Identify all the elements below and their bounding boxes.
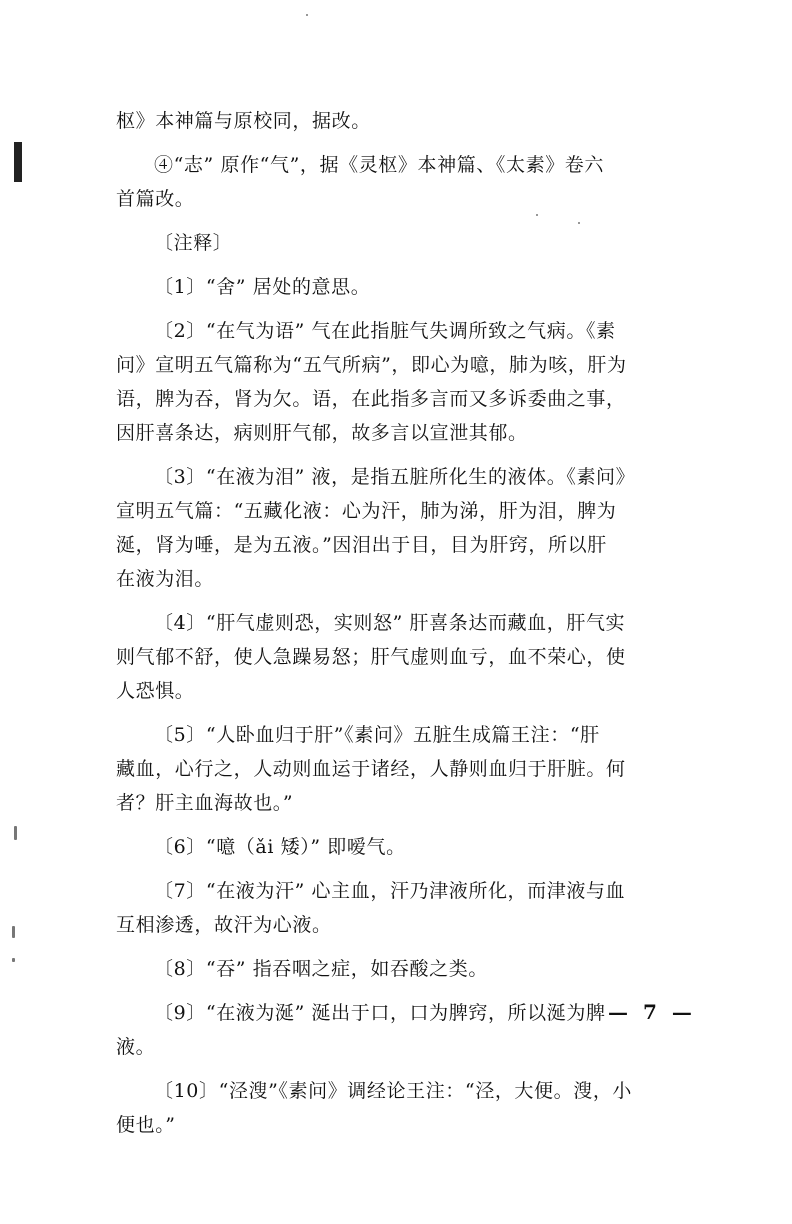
paragraph-gap	[116, 820, 676, 830]
paragraph-gap	[116, 1064, 676, 1074]
text-line: 液。	[116, 1036, 156, 1058]
text-line: 宣明五气篇：“五藏化液：心为汗，肺为涕，肝为泪，脾为	[116, 500, 617, 522]
page-number: — 7 —	[608, 1000, 696, 1024]
text-line: 人恐惧。	[116, 680, 195, 702]
paragraph-2	[116, 226, 676, 260]
note-4	[116, 606, 676, 708]
text-line: 藏血，心行之，人动则血运于诸经，人静则血归于肝脏。何	[116, 758, 626, 780]
text-line: 涎，肾为唾，是为五液。”因泪出于目，目为肝窍，所以肝	[116, 534, 607, 556]
text-line: 〔7〕“在液为汗” 心主血，汗乃津液所化，而津液与血	[154, 880, 626, 902]
text-line: 便也。”	[116, 1114, 176, 1136]
paragraph-gap	[116, 304, 676, 314]
text-line: 首篇改。	[116, 188, 195, 210]
scan-speck	[306, 14, 308, 16]
text-line: ④“志” 原作“气”，据《灵枢》本神篇、《太素》卷六	[154, 154, 604, 176]
note-7	[116, 874, 676, 942]
text-line: 〔5〕“人卧血归于肝”《素问》五脏生成篇王注：“肝	[154, 724, 600, 746]
text-line: 互相渗透，故汗为心液。	[116, 914, 332, 936]
binding-mark	[14, 142, 22, 182]
note-1	[116, 270, 676, 304]
note-3	[116, 460, 676, 596]
paragraph-gap	[116, 864, 676, 874]
paragraph-gap	[116, 942, 676, 952]
paragraph-0	[116, 104, 676, 138]
text-line: 语，脾为吞，肾为欠。语，在此指多言而又多诉委曲之事，	[116, 388, 626, 410]
note-10	[116, 1074, 676, 1142]
paragraph-gap	[116, 450, 676, 460]
note-5	[116, 718, 676, 820]
scan-speck	[12, 926, 15, 938]
text-line: 者？肝主血海故也。”	[116, 792, 294, 814]
text-line: 因肝喜条达，病则肝气郁，故多言以宣泄其郁。	[116, 422, 528, 444]
paragraph-gap	[116, 708, 676, 718]
section-heading: 〔注释〕	[154, 232, 233, 254]
paragraph-1	[116, 148, 676, 216]
text-line: 〔8〕“吞” 指吞咽之症，如吞酸之类。	[154, 958, 488, 980]
text-line: 〔10〕“泾溲”《素问》调经论王注：“泾，大便。溲，小	[154, 1080, 633, 1102]
note-2	[116, 314, 676, 450]
note-8	[116, 952, 676, 986]
note-9	[116, 996, 676, 1064]
scan-speck	[12, 958, 15, 962]
text-line: 问》宣明五气篇称为“五气所病”，即心为噫，肺为咳，肝为	[116, 354, 627, 376]
text-line: 〔1〕“舍” 居处的意思。	[154, 276, 371, 298]
paragraph-gap	[116, 260, 676, 270]
paragraph-gap	[116, 596, 676, 606]
text-line: 在液为泪。	[116, 568, 215, 590]
paragraph-gap	[116, 216, 676, 226]
paragraph-gap	[116, 986, 676, 996]
note-6	[116, 830, 676, 864]
text-line: 〔2〕“在气为语” 气在此指脏气失调所致之气病。《素	[154, 320, 616, 342]
text-line: 则气郁不舒，使人急躁易怒；肝气虚则血亏，血不荣心，使	[116, 646, 626, 668]
paragraph-gap	[116, 138, 676, 148]
text-line: 〔6〕“噫（ǎi 矮）” 即嗳气。	[154, 836, 406, 858]
scan-speck	[14, 826, 17, 840]
text-line: 〔9〕“在液为涎” 涎出于口，口为脾窍，所以涎为脾	[154, 1002, 606, 1024]
text-line: 〔4〕“肝气虚则恐，实则怒” 肝喜条达而藏血，肝气实	[154, 612, 626, 634]
text-line: 〔3〕“在液为泪” 液，是指五脏所化生的液体。《素问》	[154, 466, 636, 488]
text-line: 枢》本神篇与原校同，据改。	[116, 110, 371, 132]
body-text	[116, 104, 676, 1142]
